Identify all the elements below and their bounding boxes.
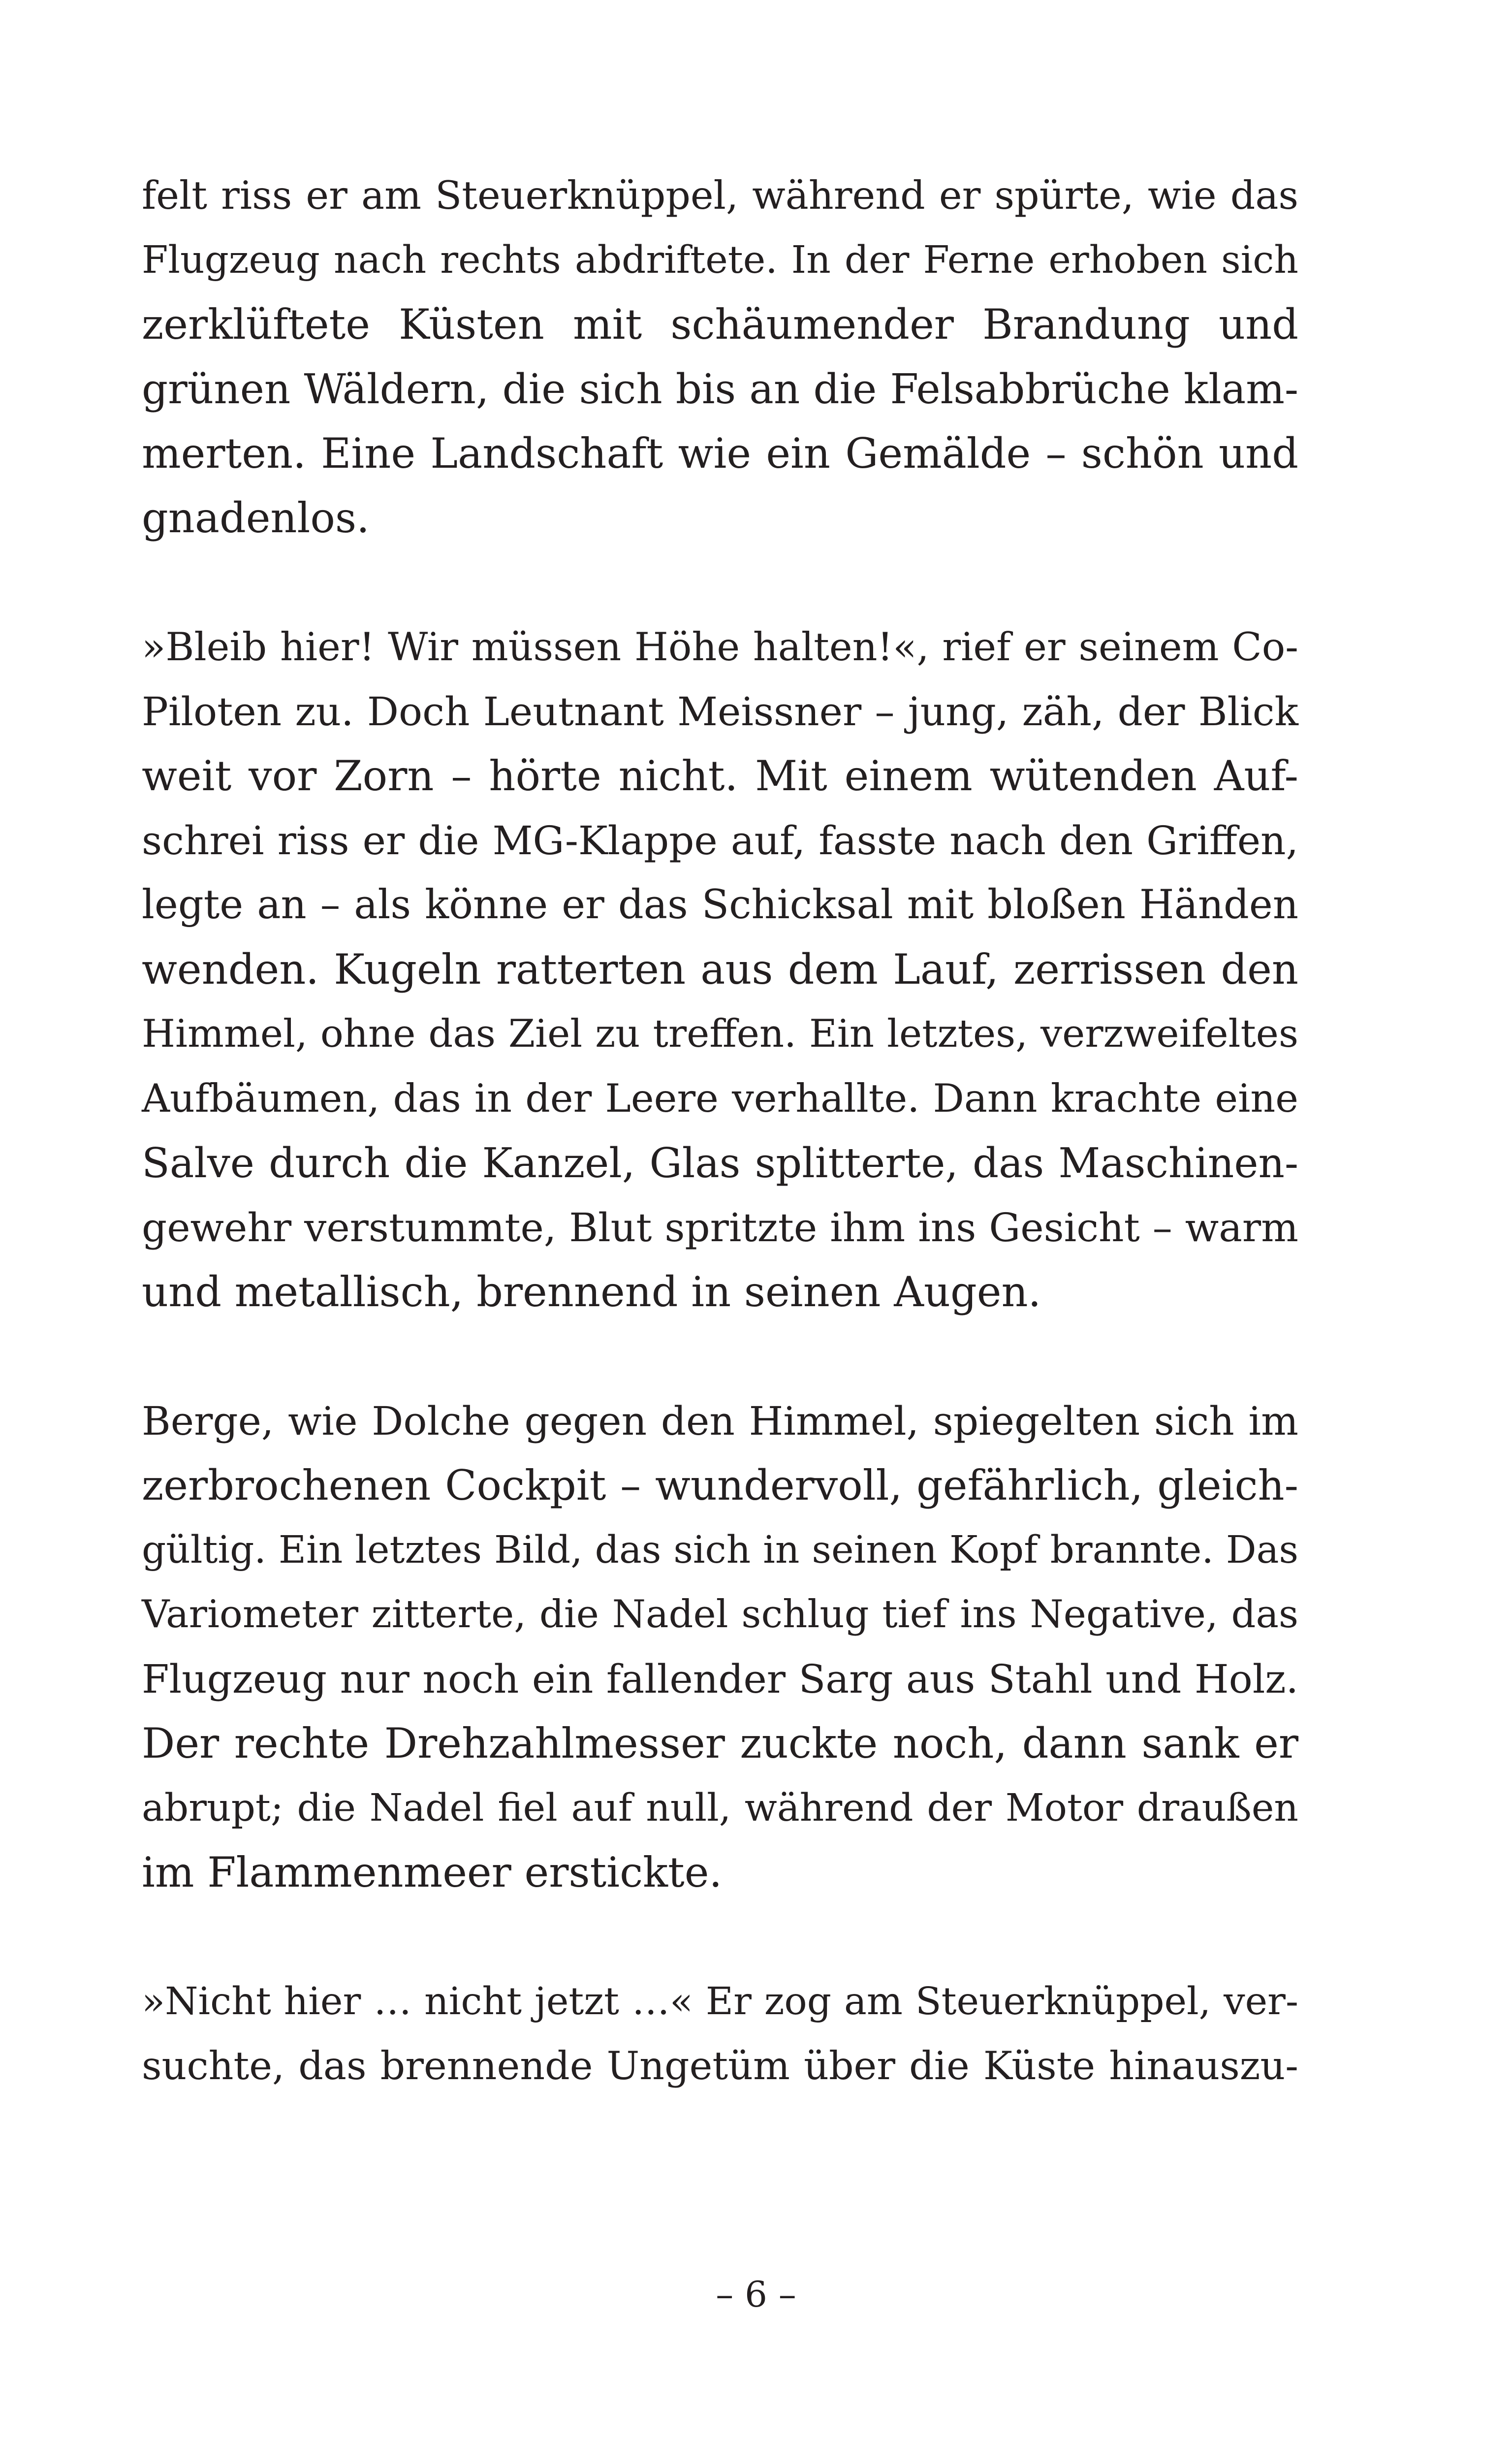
- text-line: Himmel, ohne das Ziel zu treffen. Ein letztes, verzweifeltes: [142, 1012, 1298, 1056]
- text-line: Variometer zitterte, die Nadel schlug tief ins Negative, das: [142, 1592, 1298, 1637]
- text-line: suchte, das brennende Ungetüm über die Küste hinauszu-: [142, 2043, 1298, 2089]
- text-line: Berge, wie Dolche gegen den Himmel, spiegelten sich im: [142, 1398, 1298, 1444]
- paragraph: [142, 163, 1298, 550]
- text-line: zerbrochenen Cockpit – wundervoll, gefährlich, gleich-: [142, 1461, 1298, 1510]
- text-line: legte an – als könne er das Schicksal mit bloßen Händen: [142, 882, 1298, 928]
- paragraph-gap: [142, 1324, 1298, 1389]
- paragraph-gap: [142, 1905, 1298, 1969]
- text-line: Salve durch die Kanzel, Glas splitterte, das Maschinen-: [142, 1139, 1298, 1187]
- text-line: Piloten zu. Doch Leutnant Meissner – jung, zäh, der Blick: [142, 689, 1298, 735]
- text-line: Flugzeug nur noch ein fallender Sarg aus Stahl und Holz.: [142, 1656, 1298, 1702]
- text-line: »Nicht hier … nicht jetzt …« Er zog am Steuerknüppel, ver-: [142, 1980, 1298, 2024]
- text-line: felt riss er am Steuerknüppel, während er spürte, wie das: [142, 173, 1298, 218]
- text-line: »Bleib hier! Wir müssen Höhe halten!«, rief er seinem Co-: [142, 624, 1298, 670]
- text-line: wenden. Kugeln ratterten aus dem Lauf, zerrissen den: [142, 945, 1298, 994]
- text-line: im Flammenmeer erstickte.: [142, 1848, 723, 1897]
- paragraph: [142, 615, 1298, 1324]
- text-line: abrupt; die Nadel fiel auf null, während der Motor draußen: [142, 1786, 1298, 1830]
- text-line: merten. Eine Landschaft wie ein Gemälde – schön und: [142, 429, 1298, 478]
- text-line: weit vor Zorn – hörte nicht. Mit einem wütenden Auf-: [142, 752, 1298, 800]
- text-line: schrei riss er die MG-Klappe auf, fasste nach den Griffen,: [142, 818, 1298, 864]
- text-line: zerklüftete Küsten mit schäumender Brandung und: [142, 300, 1298, 349]
- page-number: – 6 –: [716, 2274, 796, 2315]
- paragraph-gap: [142, 550, 1298, 615]
- text-line: Flugzeug nach rechts abdriftete. In der Ferne erhoben sich: [142, 238, 1298, 282]
- text-line: Der rechte Drehzahlmesser zuckte noch, dann sank er: [142, 1719, 1298, 1768]
- paragraph: [142, 1969, 1298, 2098]
- text-line: und metallisch, brennend in seinen Augen.: [142, 1268, 1041, 1316]
- text-line: Aufbäumen, das in der Leere verhallte. Dann krachte eine: [142, 1076, 1298, 1121]
- text-line: gnadenlos.: [142, 494, 370, 542]
- text-line: gewehr verstummte, Blut spritzte ihm ins Gesicht – warm: [142, 1205, 1298, 1251]
- body-text: [142, 163, 1298, 2098]
- text-line: gültig. Ein letztes Bild, das sich in seinen Kopf brannte. Das: [142, 1528, 1298, 1572]
- text-line: grünen Wäldern, die sich bis an die Felsabbrüche klam-: [142, 365, 1298, 413]
- paragraph: [142, 1389, 1298, 1905]
